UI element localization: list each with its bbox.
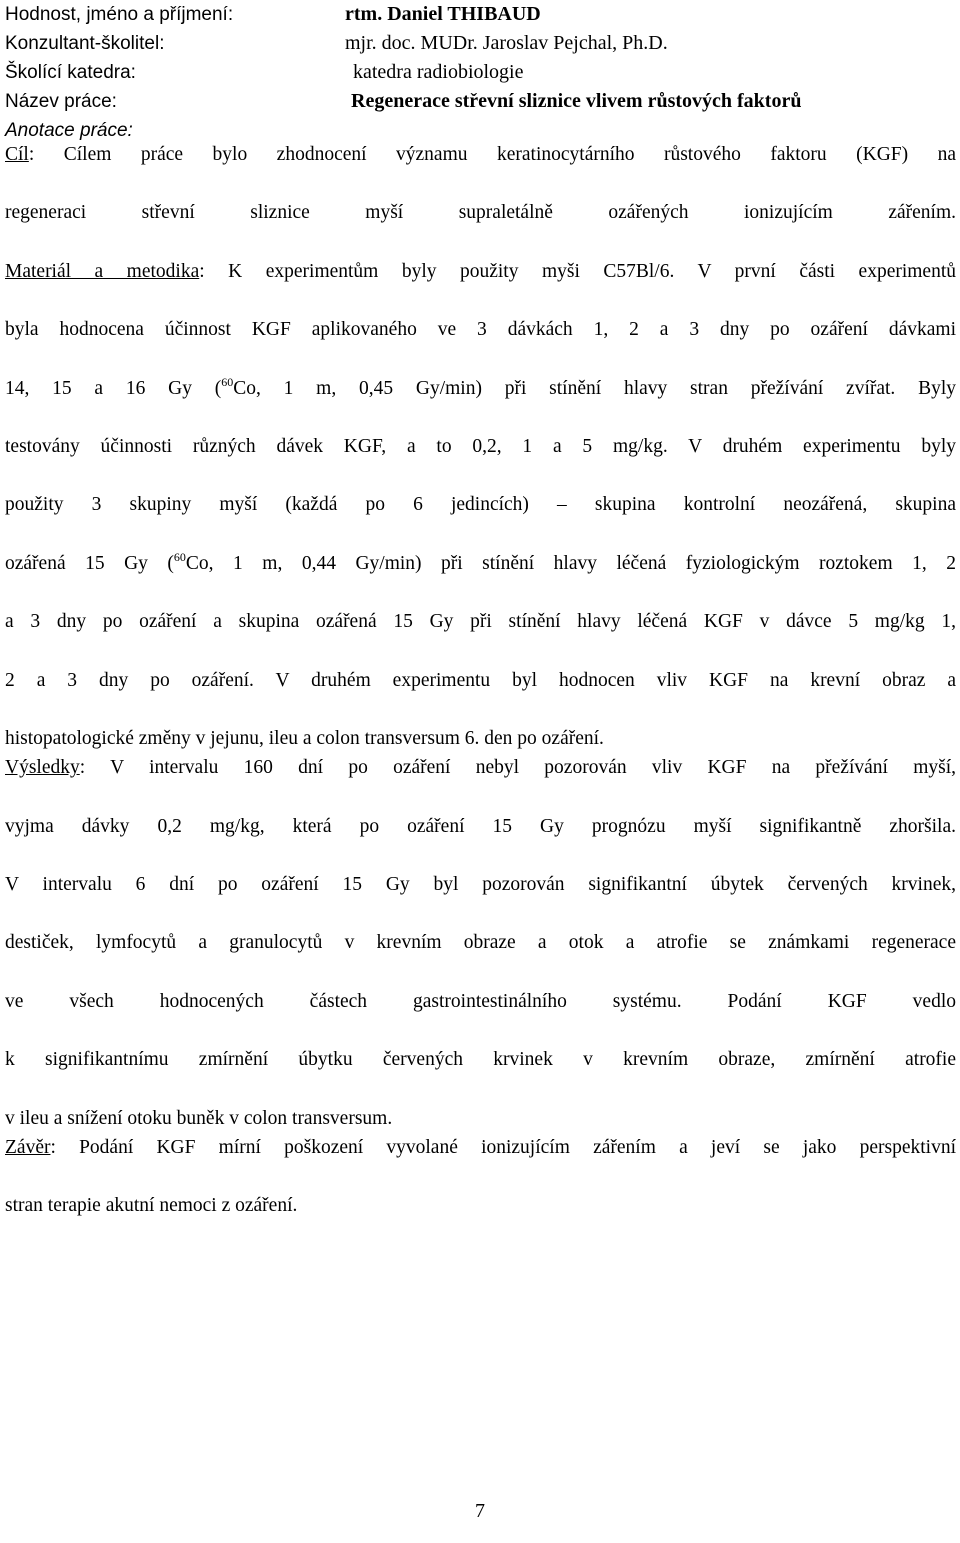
text-line: Cíl: Cílem práce bylo zhodnocení významu keratinocytárního růstového faktoru (KGF) na xyxy=(5,144,956,165)
text-line: k signifikantnímu zmírnění úbytku červených krvinek v krevním obraze, zmírnění atrofie xyxy=(5,1049,956,1071)
text-line: a 3 dny po ozáření a skupina ozářená 15 Gy při stínění hlavy léčená KGF v dávce 5 mg/kg 1, xyxy=(5,611,956,633)
page-number: 7 xyxy=(475,1500,485,1522)
text-line: Závěr: Podání KGF mírní poškození vyvolané ionizujícím zářením a jeví se jako perspektivní xyxy=(5,1136,956,1158)
text-line: vyjma dávky 0,2 mg/kg, která po ozáření 15 Gy prognózu myší signifikantně zhoršila. xyxy=(5,815,956,837)
text-line: byla hodnocena účinnost KGF aplikovaného ve 3 dávkách 1, 2 a 3 dny po ozáření dávkami xyxy=(5,319,956,341)
rank-row xyxy=(5,0,955,29)
text-line: testovány účinnosti různých dávek KGF, a to 0,2, 1 a 5 mg/kg. V druhém experimentu byly xyxy=(5,436,956,458)
section-label: Výsledky xyxy=(5,757,80,779)
text-segment: Co, 1 m, 0,45 Gy/min) při stínění hlavy stran přežívání zvířat. Byly xyxy=(233,377,956,399)
abstract-body xyxy=(5,140,956,1221)
text-line: stran terapie akutní nemoci z ozáření. xyxy=(5,1195,298,1217)
dept-row xyxy=(5,58,955,87)
annotation-heading: Anotace práce: xyxy=(5,120,133,141)
isotope-superscript: 60 xyxy=(173,549,186,564)
dept-value: katedra radiobiologie xyxy=(353,61,524,83)
thesis-header xyxy=(5,0,955,145)
rank-label: Hodnost, jméno a příjmení: xyxy=(5,4,234,25)
title-value: Regenerace střevní sliznice vlivem růstových faktorů xyxy=(351,90,802,112)
text-line: V intervalu 6 dní po ozáření 15 Gy byl pozorován signifikantní úbytek červených krvinek, xyxy=(5,874,956,896)
text-segment: ozářená 15 Gy ( xyxy=(5,552,174,574)
text-line xyxy=(5,549,956,607)
section-label: Cíl xyxy=(5,144,29,165)
rank-value: rtm. Daniel THIBAUD xyxy=(345,3,541,25)
text-line: ve všech hodnocených částech gastrointestinálního systému. Podání KGF vedlo xyxy=(5,990,956,1012)
advisor-label: Konzultant-školitel: xyxy=(5,33,165,54)
text-line: použity 3 skupiny myší (každá po 6 jedincích) – skupina kontrolní neozářená, skupina xyxy=(5,494,956,516)
text-line: destiček, lymfocytů a granulocytů v krevním obraze a otok a atrofie se známkami regenerace xyxy=(5,932,956,954)
text-line: Materiál a metodika: K experimentům byly použity myši C57Bl/6. V první části experimentů xyxy=(5,260,957,282)
text-line: v ileu a snížení otoku buněk v colon transversum. xyxy=(5,1107,393,1129)
section-label: Závěr xyxy=(5,1136,51,1158)
isotope-superscript: 60 xyxy=(221,374,234,389)
text-line xyxy=(5,374,956,432)
text-segment: Co, 1 m, 0,44 Gy/min) při stínění hlavy léčená fyziologickým roztokem 1, 2 xyxy=(185,552,956,574)
section-label: Materiál a metodika xyxy=(5,260,200,282)
title-row xyxy=(5,87,955,116)
advisor-value: mjr. doc. MUDr. Jaroslav Pejchal, Ph.D. xyxy=(345,32,668,54)
text-line: Výsledky: V intervalu 160 dní po ozáření nebyl pozorován vliv KGF na přežívání myší, xyxy=(5,757,956,779)
advisor-row xyxy=(5,29,955,58)
text-line: regeneraci střevní sliznice myší supraletálně ozářených ionizujícím zářením. xyxy=(5,202,956,224)
title-label: Název práce: xyxy=(5,91,117,112)
dept-label: Školící katedra: xyxy=(5,62,136,83)
text-line: histopatologické změny v jejunu, ileu a colon transversum 6. den po ozáření. xyxy=(5,728,604,750)
text-line: 2 a 3 dny po ozáření. V druhém experimentu byl hodnocen vliv KGF na krevní obraz a xyxy=(5,669,956,691)
text-segment: 14, 15 a 16 Gy ( xyxy=(5,377,222,399)
